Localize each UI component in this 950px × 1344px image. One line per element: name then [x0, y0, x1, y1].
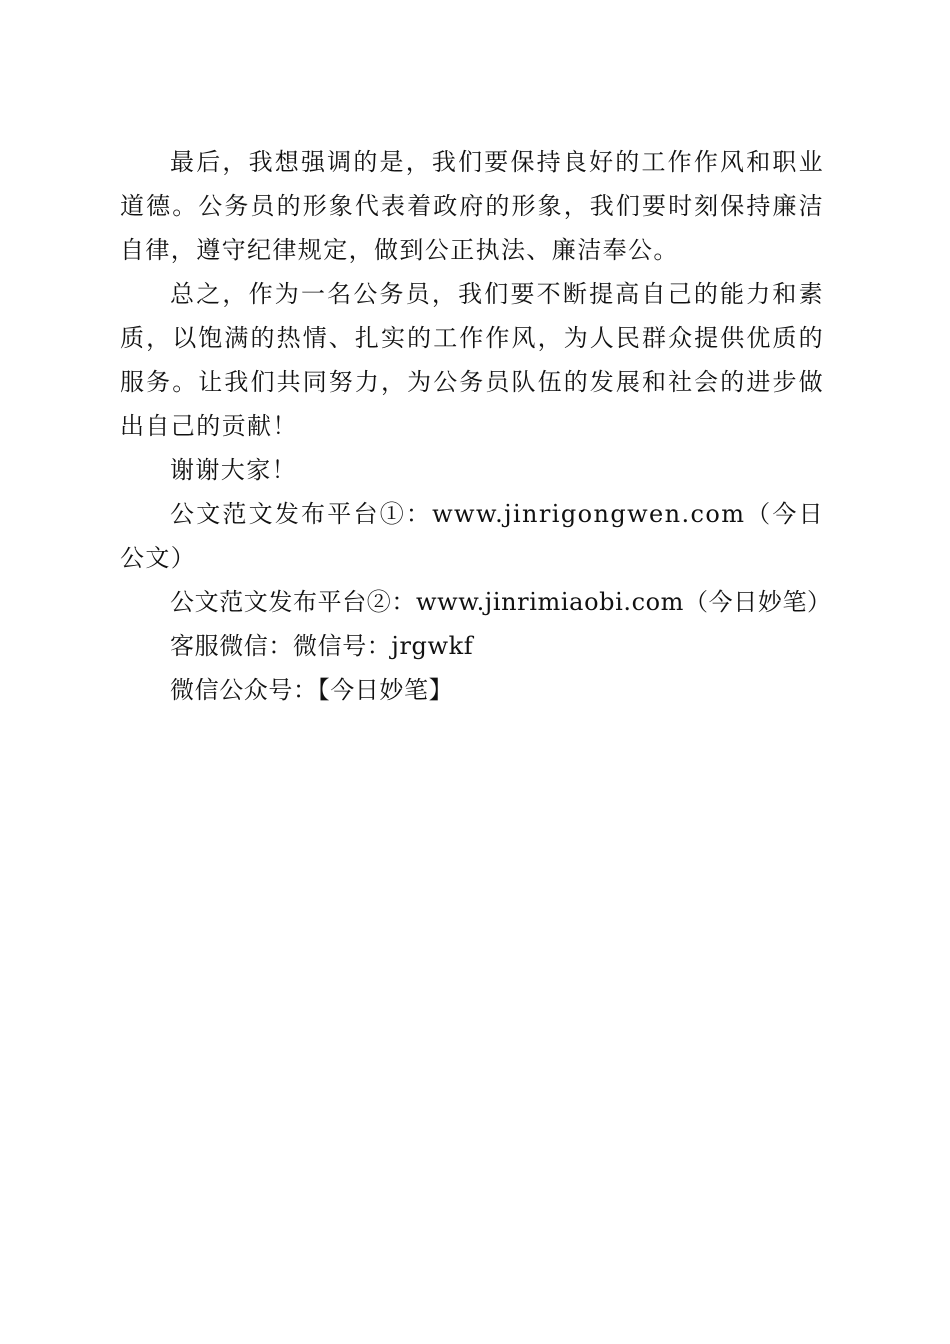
footer-platform-2: 公文范文发布平台②：www.jinrimiaobi.com（今日妙笔） — [170, 588, 832, 616]
footer-wechat-public: 微信公众号：【今日妙笔】 — [170, 676, 454, 704]
paragraph-conclusion-conduct: 最后，我想强调的是，我们要保持良好的工作作风和职业道德。公务员的形象代表着政府的形象，我们要时刻保持廉洁自律，遵守纪律规定，做到公正执法、廉洁奉公。 — [120, 148, 824, 264]
paragraph-thanks: 谢谢大家！ — [170, 456, 297, 484]
footer-platform-1: 公文范文发布平台①：www.jinrigongwen.com（今日公文） — [120, 500, 824, 572]
paragraph-summary: 总之，作为一名公务员，我们要不断提高自己的能力和素质，以饱满的热情、扎实的工作作风，为人民群众提供优质的服务。让我们共同努力，为公务员队伍的发展和社会的进步做出自己的贡献！ — [120, 280, 824, 440]
footer-wechat-service: 客服微信：微信号：jrgwkf — [170, 632, 474, 660]
document-body — [120, 140, 832, 712]
